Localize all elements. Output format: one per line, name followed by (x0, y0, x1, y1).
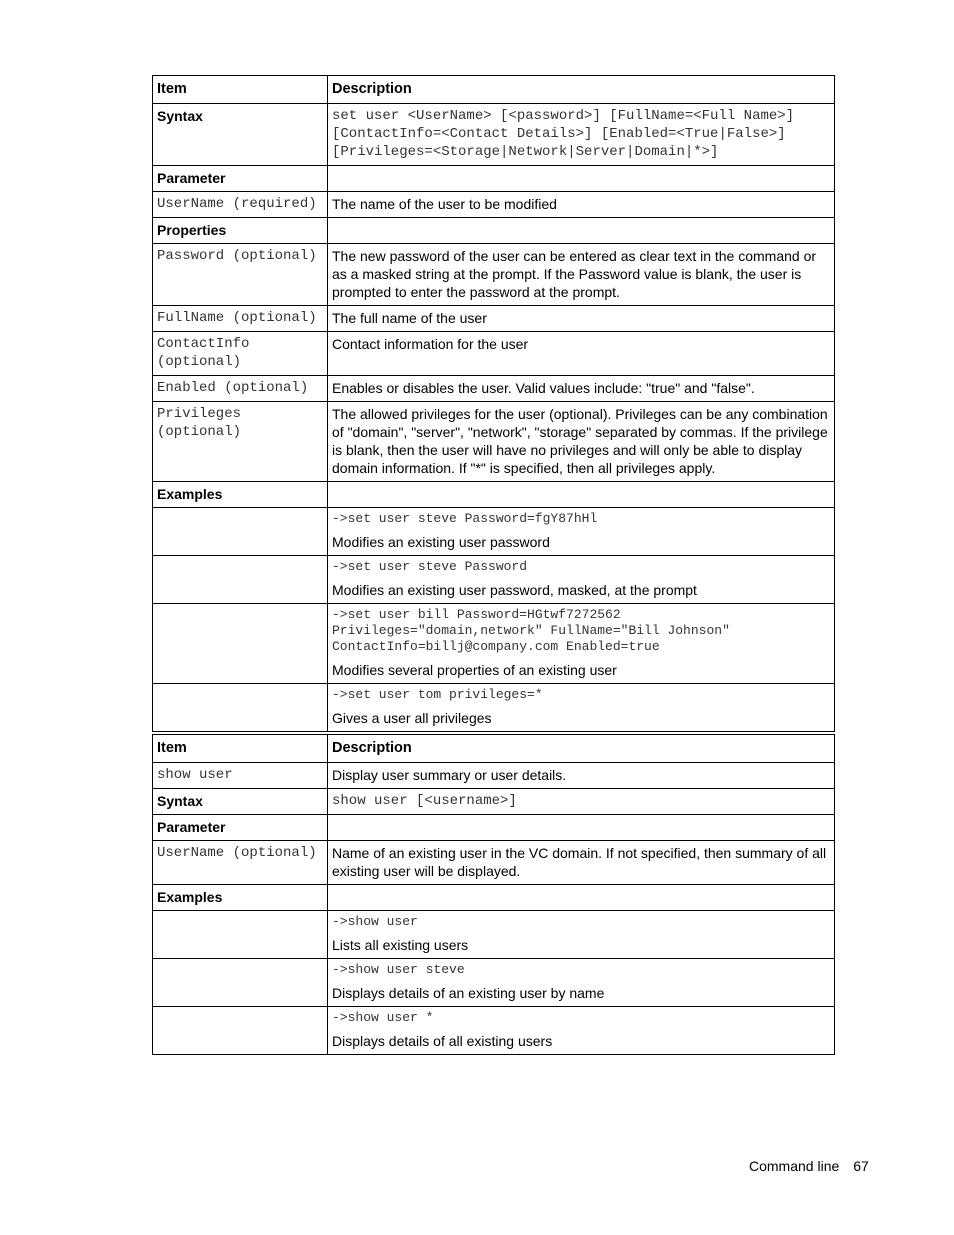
example-description: Modifies an existing user password, masked, at the prompt (332, 582, 697, 598)
command-description: Display user summary or user details. (328, 763, 835, 789)
param-name: UserName (required) (153, 192, 328, 218)
syntax-row (153, 104, 835, 166)
examples-section-row (153, 885, 835, 911)
example-row (153, 684, 835, 732)
examples-label: Examples (153, 482, 328, 508)
property-name: ContactInfo (optional) (153, 332, 328, 376)
examples-label: Examples (153, 885, 328, 911)
param-name: UserName (optional) (153, 841, 328, 885)
header-description: Description (328, 735, 835, 763)
param-desc: The name of the user to be modified (328, 192, 835, 218)
page-footer (749, 1158, 869, 1174)
examples-section-row (153, 482, 835, 508)
table-row (153, 244, 835, 306)
property-desc: Contact information for the user (328, 332, 835, 376)
table-header-row (153, 76, 835, 104)
header-item: Item (153, 735, 328, 763)
syntax-label: Syntax (153, 104, 328, 166)
example-description: Displays details of an existing user by name (332, 985, 605, 1001)
syntax-value: show user [<username>] (328, 789, 835, 815)
example-row (153, 911, 835, 959)
example-command: ->set user tom privileges=* (332, 687, 543, 702)
table-row (153, 306, 835, 332)
example-row (153, 1007, 835, 1055)
syntax-value: set user <UserName> [<password>] [FullName=<Full Name>] [ContactInfo=<Contact Details>] [Enabled=<True|False>] [Privileges=<Storage|Network|Server|Domain|*>] (328, 104, 835, 166)
header-description: Description (328, 76, 835, 104)
example-row (153, 508, 835, 556)
property-name: FullName (optional) (153, 306, 328, 332)
syntax-row (153, 789, 835, 815)
parameter-label: Parameter (153, 166, 328, 192)
properties-section-row (153, 218, 835, 244)
footer-section-title: Command line (749, 1158, 840, 1174)
syntax-label: Syntax (153, 789, 328, 815)
example-description: Modifies several properties of an existing user (332, 662, 617, 678)
example-row (153, 959, 835, 1007)
example-row (153, 556, 835, 604)
property-name: Password (optional) (153, 244, 328, 306)
table-header-row (153, 735, 835, 763)
example-command: ->show user * (332, 1010, 434, 1025)
show-user-table (152, 734, 835, 1055)
property-desc: Enables or disables the user. Valid values include: "true" and "false". (328, 376, 835, 402)
property-desc: The allowed privileges for the user (optional). Privileges can be any combination of "domain", "server", "network", "storage" separated by commas. If the privilege is blank, then the user will have no privileges and will only be able to display domain information. If "*" is specified, then all privileges apply. (328, 402, 835, 482)
parameter-section-row (153, 166, 835, 192)
table-row (153, 192, 835, 218)
page-number: 67 (853, 1158, 869, 1174)
example-description: Gives a user all privileges (332, 710, 492, 726)
properties-label: Properties (153, 218, 328, 244)
command-name: show user (153, 763, 328, 789)
example-command: ->set user bill Password=HGtwf7272562 Privileges="domain,network" FullName="Bill Johnson" ContactInfo=billj@company.com Enabled=true (332, 607, 730, 654)
property-desc: The new password of the user can be entered as clear text in the command or as a masked string at the prompt. If the Password value is blank, the user is prompted to enter the password at the prompt. (328, 244, 835, 306)
header-item: Item (153, 76, 328, 104)
parameter-label: Parameter (153, 815, 328, 841)
example-description: Lists all existing users (332, 937, 469, 953)
example-command: ->set user steve Password=fgY87hHl (332, 511, 598, 526)
example-row (153, 604, 835, 684)
table-row (153, 376, 835, 402)
property-name: Enabled (optional) (153, 376, 328, 402)
example-command: ->show user steve (332, 962, 465, 977)
parameter-section-row (153, 815, 835, 841)
table-row (153, 332, 835, 376)
example-description: Displays details of all existing users (332, 1033, 553, 1049)
command-row (153, 763, 835, 789)
property-name: Privileges (optional) (153, 402, 328, 482)
example-description: Modifies an existing user password (332, 534, 550, 550)
param-desc: Name of an existing user in the VC domain. If not specified, then summary of all existing user will be displayed. (328, 841, 835, 885)
set-user-table (152, 75, 835, 732)
table-row (153, 841, 835, 885)
table-row (153, 402, 835, 482)
example-command: ->set user steve Password (332, 559, 528, 574)
property-desc: The full name of the user (328, 306, 835, 332)
example-command: ->show user (332, 914, 418, 929)
